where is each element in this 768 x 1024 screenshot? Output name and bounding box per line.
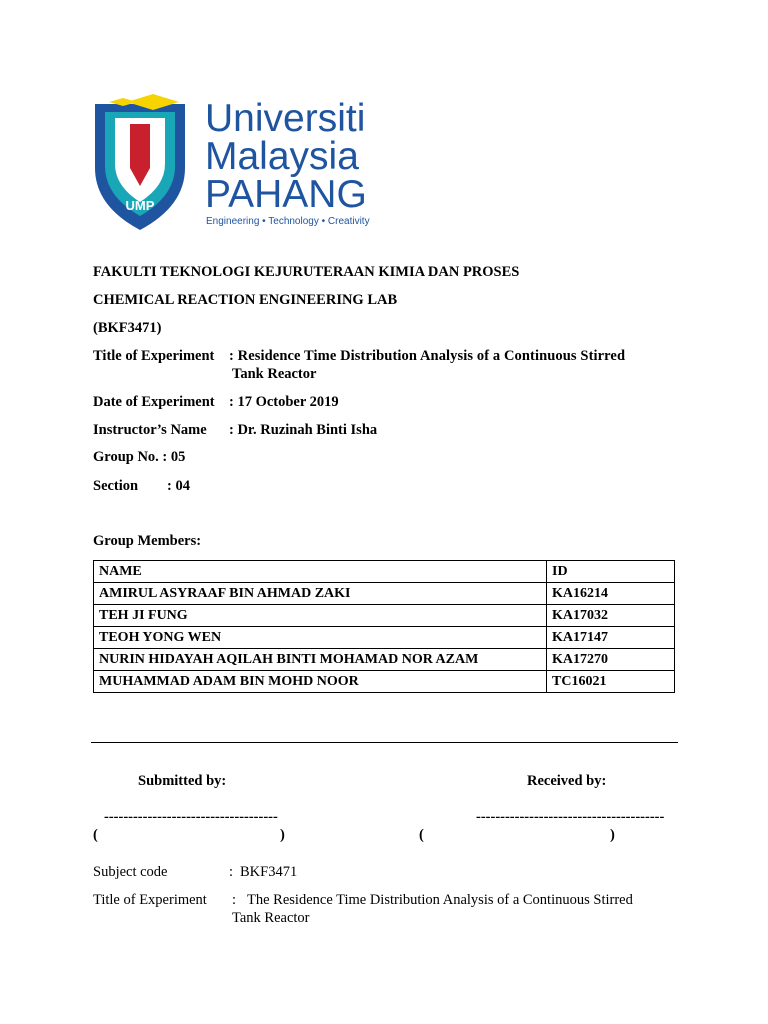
column-header-name: NAME <box>94 561 547 583</box>
table-header-row <box>94 561 675 583</box>
member-id: KA17147 <box>547 627 675 649</box>
subject-code-value: BKF3471 <box>240 864 298 880</box>
receiver-paren-open: ( <box>419 827 424 843</box>
submitter-paren-open: ( <box>93 827 98 843</box>
logo-line-3: PAHANG <box>205 173 367 216</box>
table-row <box>94 671 675 693</box>
title-value-line-1: : Residence Time Distribution Analysis of a Continuous Stirred <box>229 348 626 364</box>
submitter-signature-line: ------------------------------------ <box>104 809 278 825</box>
logo-line-1: Universiti <box>205 97 366 140</box>
receiver-paren-close: ) <box>610 827 615 843</box>
footer-title-colon: : <box>232 892 237 908</box>
title-value-line-2: Tank Reactor <box>232 366 317 382</box>
footer-title-value-line-1: The Residence Time Distribution Analysis of a Continuous Stirred <box>247 892 633 908</box>
column-header-id: ID <box>547 561 675 583</box>
course-code: (BKF3471) <box>93 320 162 336</box>
emblem-text: UMP <box>125 198 155 213</box>
instructor-value: : Dr. Ruzinah Binti Isha <box>229 422 378 438</box>
table-row <box>94 627 675 649</box>
date-value: : 17 October 2019 <box>229 394 339 410</box>
logo-tagline: Engineering • Technology • Creativity <box>206 216 370 227</box>
member-id: KA16214 <box>547 583 675 605</box>
lab-name: CHEMICAL REACTION ENGINEERING LAB <box>93 292 398 308</box>
received-by-label: Received by: <box>527 773 607 789</box>
member-name: NURIN HIDAYAH AQILAH BINTI MOHAMAD NOR AZAM <box>94 649 547 671</box>
instructor-label: Instructor’s Name <box>93 422 207 438</box>
receiver-signature-line: --------------------------------------- <box>476 809 665 825</box>
date-label: Date of Experiment <box>93 394 215 410</box>
faculty-name: FAKULTI TEKNOLOGI KEJURUTERAAN KIMIA DAN PROSES <box>93 264 520 280</box>
footer-title-value-line-2: Tank Reactor <box>232 910 310 926</box>
subject-code-label: Subject code <box>93 864 168 880</box>
member-id: KA17032 <box>547 605 675 627</box>
member-id: KA17270 <box>547 649 675 671</box>
title-label: Title of Experiment <box>93 348 215 364</box>
section-divider <box>91 742 678 743</box>
member-name: TEOH YONG WEN <box>94 627 547 649</box>
table-row <box>94 583 675 605</box>
subject-code-colon: : <box>229 864 234 880</box>
member-name: MUHAMMAD ADAM BIN MOHD NOOR <box>94 671 547 693</box>
group-members-heading: Group Members: <box>93 533 202 549</box>
section-value: : 04 <box>167 478 190 494</box>
table-row <box>94 649 675 671</box>
group-number: Group No. : 05 <box>93 449 186 465</box>
logo-line-2: Malaysia <box>205 135 359 178</box>
submitted-by-label: Submitted by: <box>138 773 227 789</box>
submitter-paren-close: ) <box>280 827 285 843</box>
section-label: Section <box>93 478 139 494</box>
footer-title-label: Title of Experiment <box>93 892 207 908</box>
member-name: AMIRUL ASYRAAF BIN AHMAD ZAKI <box>94 583 547 605</box>
table-row <box>94 605 675 627</box>
university-logo <box>93 88 393 233</box>
member-id: TC16021 <box>547 671 675 693</box>
members-table <box>93 560 675 693</box>
member-name: TEH JI FUNG <box>94 605 547 627</box>
